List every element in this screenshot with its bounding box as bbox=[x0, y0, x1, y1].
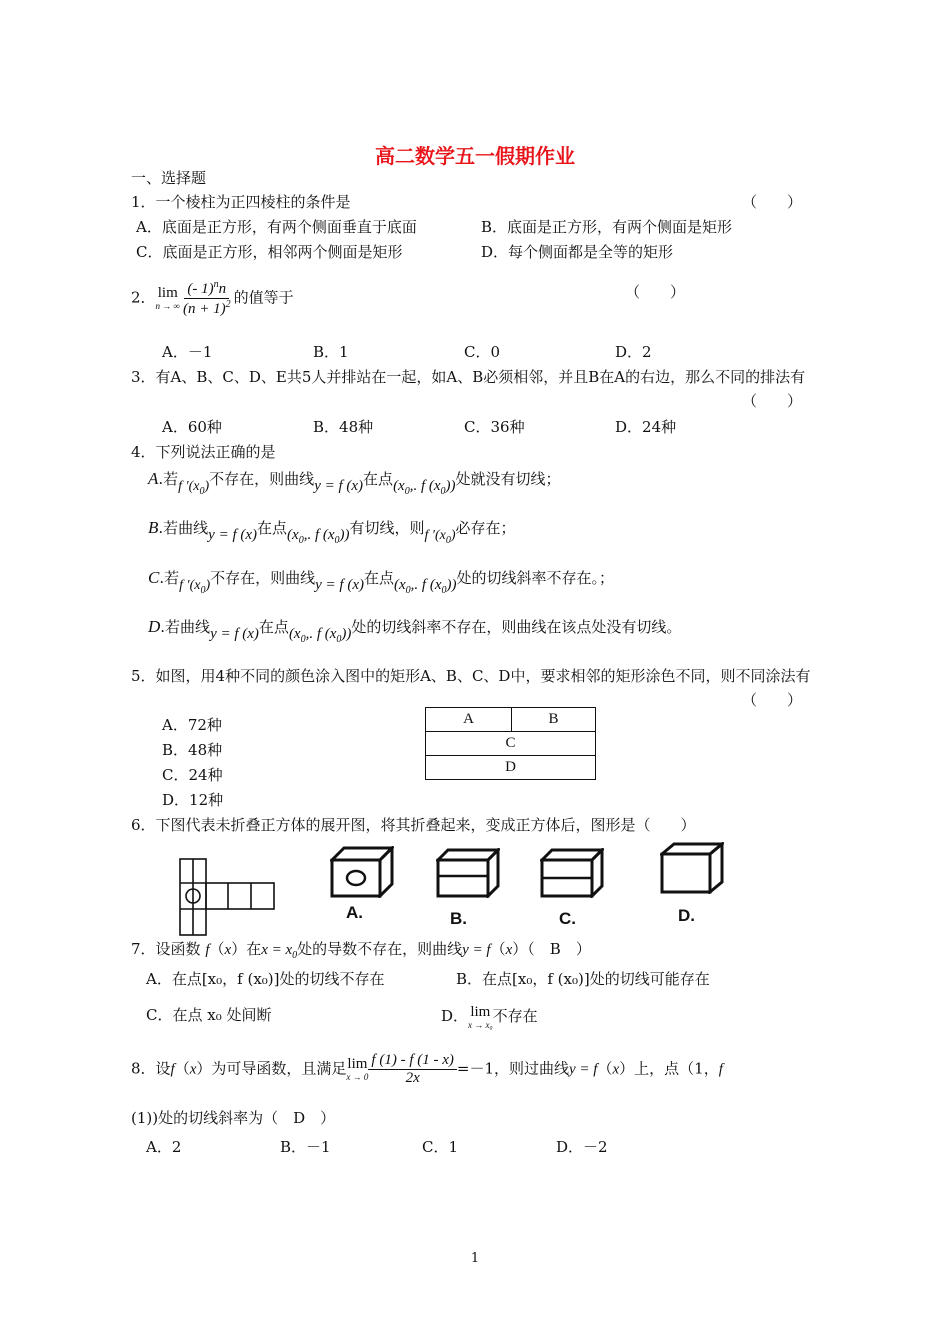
q2-option-b: B．1 bbox=[313, 343, 349, 361]
q2-option-c: C．0 bbox=[464, 343, 501, 361]
q7-option-d: D． lim x → x₀ 不存在 bbox=[441, 1004, 538, 1030]
q1-stem: 1．一个棱柱为正四棱柱的条件是 bbox=[131, 193, 351, 211]
q7-option-b: B．在点[x₀，f (x₀)]处的切线可能存在 bbox=[456, 970, 710, 988]
q1-answer-paren: （ ） bbox=[742, 193, 803, 211]
q2-fraction: $\frac{(- 1)^nn}{(n + 1)^2}$ bbox=[182, 279, 231, 317]
cube-option-c-figure bbox=[540, 848, 604, 898]
q2-limit: lim n → ∞ bbox=[155, 285, 180, 311]
cube-option-b-figure bbox=[436, 848, 500, 898]
q5-rect-d: D bbox=[426, 756, 596, 780]
q5-option-d: D．12种 bbox=[162, 791, 224, 809]
q3-option-b: B．48种 bbox=[313, 418, 374, 436]
q1-option-d: D．每个侧面都是全等的矩形 bbox=[481, 243, 674, 261]
q8-option-d: D．－2 bbox=[556, 1138, 608, 1156]
page-title: 高二数学五一假期作业 bbox=[375, 144, 575, 168]
q4-option-a: A.若f $'(x_0)$不存在，则曲线y = f (x)在点($x_0$,. f $(x_0)$)处就没有切线； bbox=[148, 469, 561, 497]
q3-option-d: D．24种 bbox=[615, 418, 677, 436]
q1-option-c: C．底面是正方形，相邻两个侧面是矩形 bbox=[136, 243, 403, 261]
q2-stem: 2． lim n → ∞ $\frac{(- 1)^nn}{(n + 1)^2}$ 的值等于 bbox=[131, 279, 294, 317]
q5-rect-a: A bbox=[426, 708, 512, 732]
q4-option-c: C.若f $'(x_0)$不存在，则曲线y = f (x)在点($x_0$,. f $(x_0)$)处的切线斜率不存在。； bbox=[148, 568, 615, 596]
q3-option-c: C．36种 bbox=[464, 418, 525, 436]
q3-option-a: A．60种 bbox=[162, 418, 222, 436]
cube-option-d-figure bbox=[660, 842, 724, 894]
cube-label-c: C. bbox=[559, 909, 576, 928]
q4-option-b: B.若曲线y = f (x)在点($x_0$,. f $(x_0)$)有切线，则f $'(x_0)$必存在； bbox=[148, 518, 516, 546]
q4-stem: 4．下列说法正确的是 bbox=[131, 443, 276, 461]
q5-option-a: A．72种 bbox=[162, 716, 222, 734]
cube-net-figure bbox=[176, 857, 278, 937]
q2-number: 2． bbox=[131, 288, 156, 307]
q6-stem: 6．下图代表未折叠正方体的展开图，将其折叠起来，变成正方体后，图形是（ ） bbox=[131, 816, 696, 834]
q5-stem: 5．如图，用4种不同的颜色涂入图中的矩形A、B、C、D中，要求相邻的矩形涂色不同，则不同涂法有 bbox=[131, 667, 811, 685]
q8-option-a: A．2 bbox=[146, 1138, 182, 1156]
q8-stem: 8．设f（x）为可导函数，且满足 lim x → 0 $\frac{f (1) - f (1 - x)}{2x}$ =－1，则过曲线y = f（x）上，点（1，f bbox=[131, 1052, 723, 1086]
q1-option-b: B．底面是正方形，有两个侧面是矩形 bbox=[481, 218, 733, 236]
q2-option-d: D．2 bbox=[615, 343, 652, 361]
q5-rect-c: C bbox=[426, 732, 596, 756]
section-heading: 一、选择题 bbox=[131, 169, 207, 187]
q8-stem-line2: (1))处的切线斜率为（ D ） bbox=[131, 1109, 336, 1127]
q7-option-c: C．在点 x₀ 处间断 bbox=[146, 1006, 272, 1024]
cube-option-a-figure bbox=[330, 846, 394, 898]
q3-stem: 3．有A、B、C、D、E共5人并排站在一起，如A、B必须相邻，并且B在A的右边，那么不同的排法有 bbox=[131, 368, 806, 386]
page-number: 1 bbox=[470, 1251, 480, 1266]
q3-answer-paren: （ ） bbox=[742, 392, 803, 410]
q5-rect-b: B bbox=[512, 708, 596, 732]
q5-option-b: B．48种 bbox=[162, 741, 223, 759]
cube-label-d: D. bbox=[678, 906, 695, 925]
q5-answer-paren: （ ） bbox=[742, 691, 803, 709]
q5-rectangle-figure bbox=[425, 707, 596, 780]
q4-option-d: D.若曲线y = f (x)在点($x_0$,. f $(x_0)$)处的切线斜率不存在，则曲线在该点处没有切线。 bbox=[148, 617, 682, 645]
q5-option-c: C．24种 bbox=[162, 766, 223, 784]
q8-fraction: $\frac{f (1) - f (1 - x)}{2x}$ bbox=[368, 1052, 456, 1087]
q7-option-a: A．在点[x₀，f (x₀)]处的切线不存在 bbox=[146, 970, 385, 988]
q8-option-c: C．1 bbox=[422, 1138, 459, 1156]
cube-label-b: B. bbox=[450, 909, 467, 928]
cube-label-a: A. bbox=[346, 903, 363, 922]
q7-stem: 7．设函数 f（x）在$x = x_0$处的导数不存在，则曲线y = f（x）（ B ） bbox=[131, 940, 591, 961]
q8-option-b: B．－1 bbox=[280, 1138, 331, 1156]
q2-answer-paren: （ ） bbox=[625, 283, 686, 301]
q1-option-a: A．底面是正方形，有两个侧面垂直于底面 bbox=[136, 218, 417, 236]
q2-option-a: A．－1 bbox=[162, 343, 213, 361]
